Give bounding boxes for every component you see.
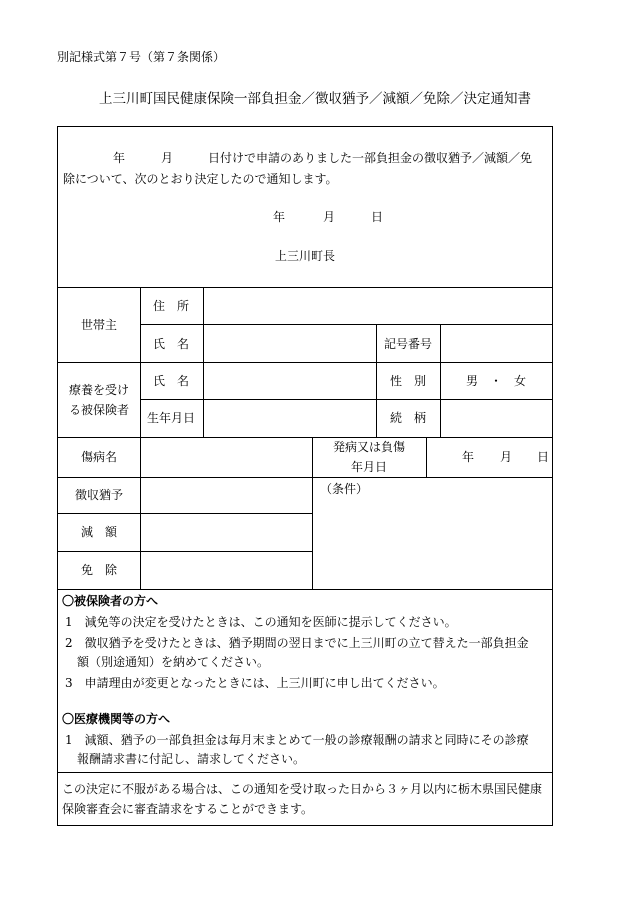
- insured-note-1: 1 減免等の決定を受けたときは、この通知を医師に提示してください。: [65, 615, 457, 629]
- insured-note-2-line1: 2 徴収猶予を受けたときは、猶予期間の翌日までに上三川町の立て替えた一部負担金: [65, 636, 529, 650]
- table-top-rule: [58, 287, 552, 288]
- col-rule: [140, 287, 141, 437]
- gender-value: 男 ・ 女: [465, 374, 527, 388]
- head-name-label: 氏 名: [152, 337, 190, 351]
- mayor-signature: 上三川町長: [275, 249, 336, 263]
- notice-year-label: 年: [113, 151, 126, 165]
- medical-note-1-line2: 報酬請求書に付記し、請求してください。: [77, 752, 306, 766]
- medical-notes-heading: 〇医療機関等の方へ: [62, 712, 171, 726]
- notice-form: [57, 126, 553, 826]
- row-rule: [58, 551, 312, 552]
- col-rule: [376, 324, 377, 437]
- row-rule: [140, 399, 552, 400]
- appeal-rule: [58, 772, 552, 773]
- insured-notes-heading: 〇被保険者の方へ: [62, 594, 159, 608]
- row-rule: [58, 477, 552, 478]
- onset-day-label: 日: [536, 450, 550, 464]
- notice-date-day: 日: [371, 210, 384, 224]
- relationship-label: 続 柄: [389, 411, 427, 425]
- medical-note-1-line1: 1 減額、猶予の一部負担金は毎月末まとめて一般の診療報酬の請求と同時にその診療: [65, 733, 529, 747]
- col-rule: [440, 324, 441, 437]
- notice-line2-text: 除について、次のとおり決定したので通知します。: [63, 172, 338, 186]
- insured-label-line2: る被保険者: [68, 403, 130, 417]
- row-rule: [58, 362, 552, 363]
- onset-year-label: 年: [461, 450, 475, 464]
- col-rule: [203, 287, 204, 437]
- code-number-label: 記号番号: [383, 337, 433, 351]
- col-rule: [140, 437, 141, 589]
- notice-date-month: 月: [323, 210, 336, 224]
- insured-note-3: 3 申請理由が変更となったときには、上三川町に申し出てください。: [65, 676, 445, 690]
- gender-label: 性 別: [389, 374, 427, 388]
- table-bottom-rule: [58, 589, 552, 590]
- household-head-label: 世帯主: [80, 318, 118, 332]
- conditions-label: （条件）: [320, 482, 369, 496]
- col-rule: [312, 437, 313, 589]
- appeal-line2: 保険審査会に審査請求をすることができます。: [62, 802, 314, 816]
- disease-name-label: 傷病名: [80, 450, 118, 464]
- insured-label-line1: 療養を受け: [68, 383, 130, 397]
- reduction-label: 減 額: [80, 525, 118, 539]
- insured-note-2-line2: 額（別途通知）を納めてください。: [77, 655, 270, 669]
- onset-month-label: 月: [499, 450, 513, 464]
- col-rule: [426, 437, 427, 477]
- form-id: 別記様式第７号（第７条関係）: [57, 50, 226, 64]
- insured-name-label: 氏 名: [152, 374, 190, 388]
- row-rule: [58, 437, 552, 438]
- row-rule: [58, 513, 312, 514]
- deferral-label: 徴収猶予: [74, 488, 124, 502]
- notice-line1-text: 日付けで申請のありました一部負担金の徴収猶予／減額／免: [208, 151, 533, 165]
- exemption-label: 免 除: [80, 563, 118, 577]
- address-label: 住 所: [152, 299, 190, 313]
- row-rule: [140, 324, 552, 325]
- birth-date-label: 生年月日: [146, 411, 196, 425]
- onset-date-label-line2: 年月日: [350, 460, 388, 474]
- document-title: 上三川町国民健康保険一部負担金／徴収猶予／減額／免除／決定通知書: [99, 91, 531, 107]
- notice-date-year: 年: [273, 210, 286, 224]
- appeal-line1: この決定に不服がある場合は、この通知を受け取った日から３ヶ月以内に栃木県国民健康: [62, 782, 543, 796]
- onset-date-label-line1: 発病又は負傷: [332, 440, 406, 454]
- notice-month-label: 月: [161, 151, 174, 165]
